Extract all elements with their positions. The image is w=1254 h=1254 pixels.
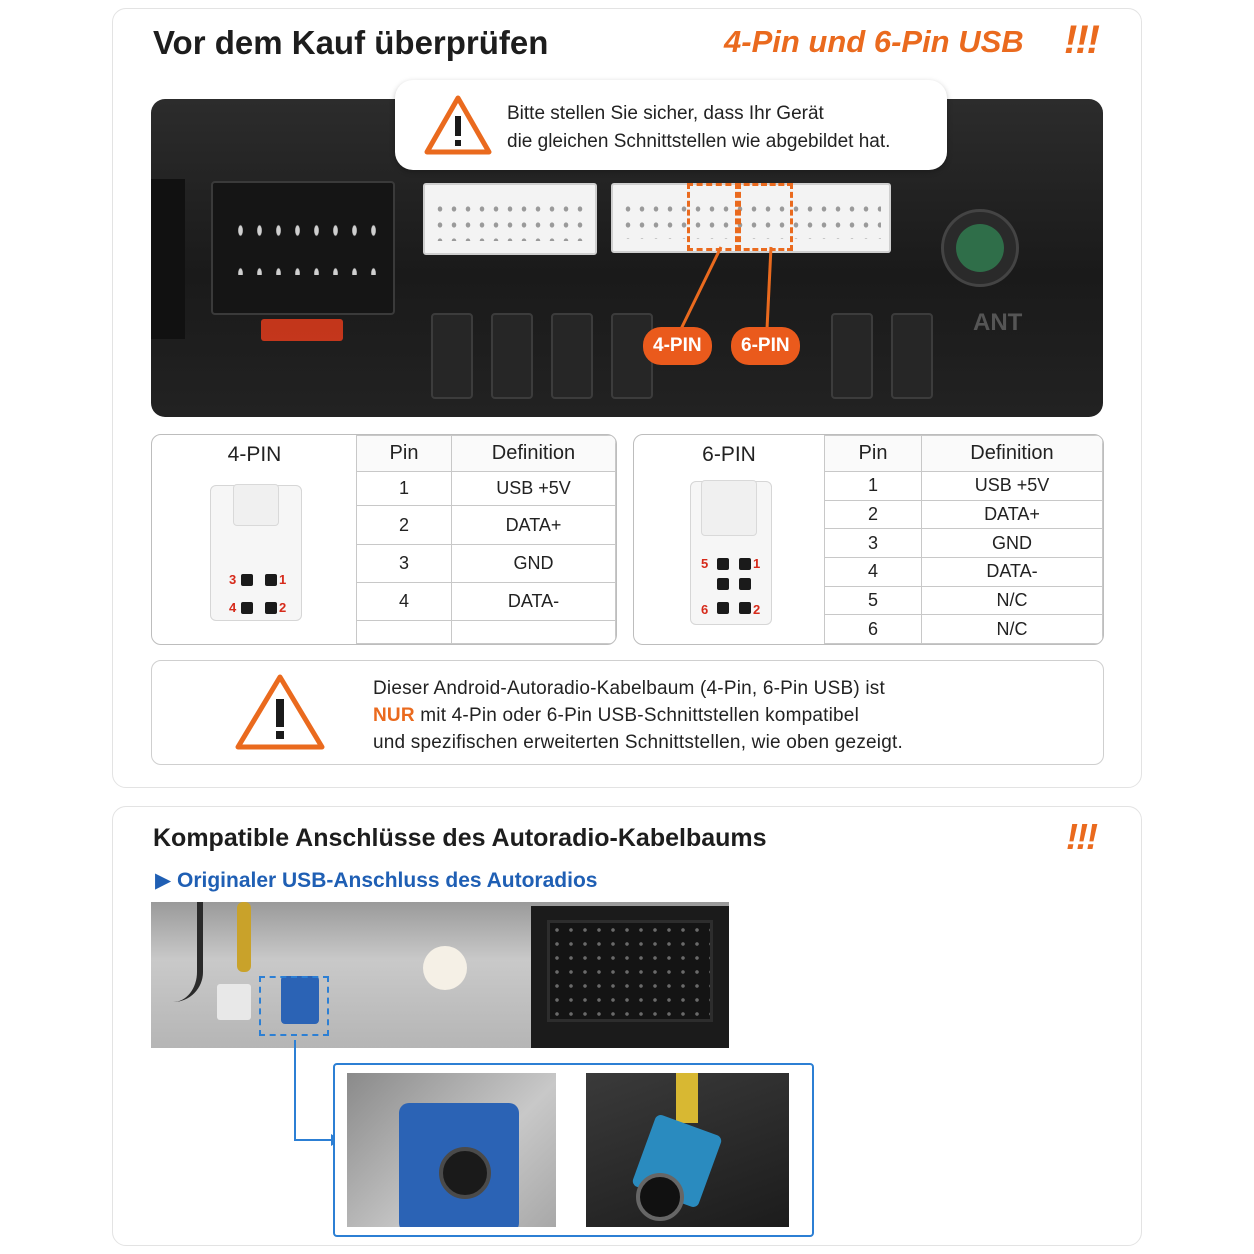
table-cell: 4: [825, 557, 922, 586]
section-title: Kompatible Anschlüsse des Autoradio-Kabelbaums: [153, 824, 767, 852]
closeup-photo-1: [347, 1073, 556, 1227]
table-cell: 1: [357, 472, 452, 506]
plug4-num-2: 2: [279, 600, 287, 615]
table-cell: GND: [922, 529, 1103, 558]
plug6-num-5: 5: [701, 556, 709, 571]
antenna-socket: [941, 209, 1019, 287]
table-cell: 5: [825, 586, 922, 615]
plug-4pin-icon: [210, 485, 302, 621]
notice-nur: NUR: [373, 705, 415, 726]
pin6-title: 6-PIN: [702, 443, 756, 466]
pin4-table: [356, 435, 616, 644]
plug4-num-1: 1: [279, 572, 287, 587]
notice-line-2: mit 4-Pin oder 6-Pin USB-Schnittstellen kompatibel: [414, 705, 859, 726]
pin4-header-pin: Pin: [357, 436, 452, 472]
table-cell: USB +5V: [452, 472, 616, 506]
plug6-num-1: 1: [753, 556, 761, 571]
pin6-box: [633, 434, 1104, 645]
table-cell: DATA+: [922, 500, 1103, 529]
table-cell: 3: [825, 529, 922, 558]
warning-bubble: [395, 80, 947, 170]
bubble-line-2: die gleichen Schnittstellen wie abgebildet hat.: [507, 131, 891, 152]
table-cell: DATA+: [452, 506, 616, 545]
notice-line-3: und spezifischen erweiterten Schnittstellen, wie oben gezeigt.: [373, 732, 903, 753]
table-cell: 1: [825, 472, 922, 501]
table-cell: 6: [825, 615, 922, 644]
ant-label: ANT: [973, 309, 1023, 336]
table-cell: 2: [825, 500, 922, 529]
tag-4pin: 4-PIN: [643, 327, 712, 365]
closeup-frame: [333, 1063, 814, 1237]
usb-port-subtitle: ▶ Originaler USB-Anschluss des Autoradios: [155, 869, 598, 892]
table-cell: 2: [357, 506, 452, 545]
pin4-header-def: Definition: [452, 436, 616, 472]
table-cell: GND: [452, 545, 616, 583]
pin4-title: 4-PIN: [227, 443, 282, 466]
table-cell: N/C: [922, 586, 1103, 615]
compatibility-notice: [151, 660, 1104, 765]
plug4-num-3: 3: [229, 572, 237, 587]
table-cell: DATA-: [922, 557, 1103, 586]
tag-6pin: 6-PIN: [731, 327, 800, 365]
bubble-line-1: Bitte stellen Sie sicher, dass Ihr Gerät: [507, 103, 824, 124]
table-cell: 4: [357, 583, 452, 621]
pin4-box: [151, 434, 617, 645]
table-cell: 3: [357, 545, 452, 583]
plug4-num-4: 4: [229, 600, 237, 615]
page-title: Vor dem Kauf überprüfen: [153, 24, 549, 61]
closeup-photo-2: [586, 1073, 789, 1227]
plug-6pin-icon: [690, 481, 772, 625]
plug6-num-2: 2: [753, 602, 761, 617]
table-cell: DATA-: [452, 583, 616, 621]
table-cell: USB +5V: [922, 472, 1103, 501]
exclamation-marks-2: !!!: [1066, 816, 1096, 857]
usb-accent-title: 4-Pin und 6-Pin USB: [724, 24, 1024, 59]
pin6-header-def: Definition: [922, 436, 1103, 472]
warning-icon: [234, 673, 326, 751]
table-cell: N/C: [922, 615, 1103, 644]
pin6-table: [824, 435, 1103, 644]
radio-rear-photo: [151, 902, 729, 1048]
pin6-header-pin: Pin: [825, 436, 922, 472]
notice-line-1: Dieser Android-Autoradio-Kabelbaum (4-Pin, 6-Pin USB) ist: [373, 678, 885, 699]
warning-icon: [423, 94, 493, 156]
exclamation-marks: !!!: [1064, 18, 1098, 62]
plug6-num-6: 6: [701, 602, 709, 617]
